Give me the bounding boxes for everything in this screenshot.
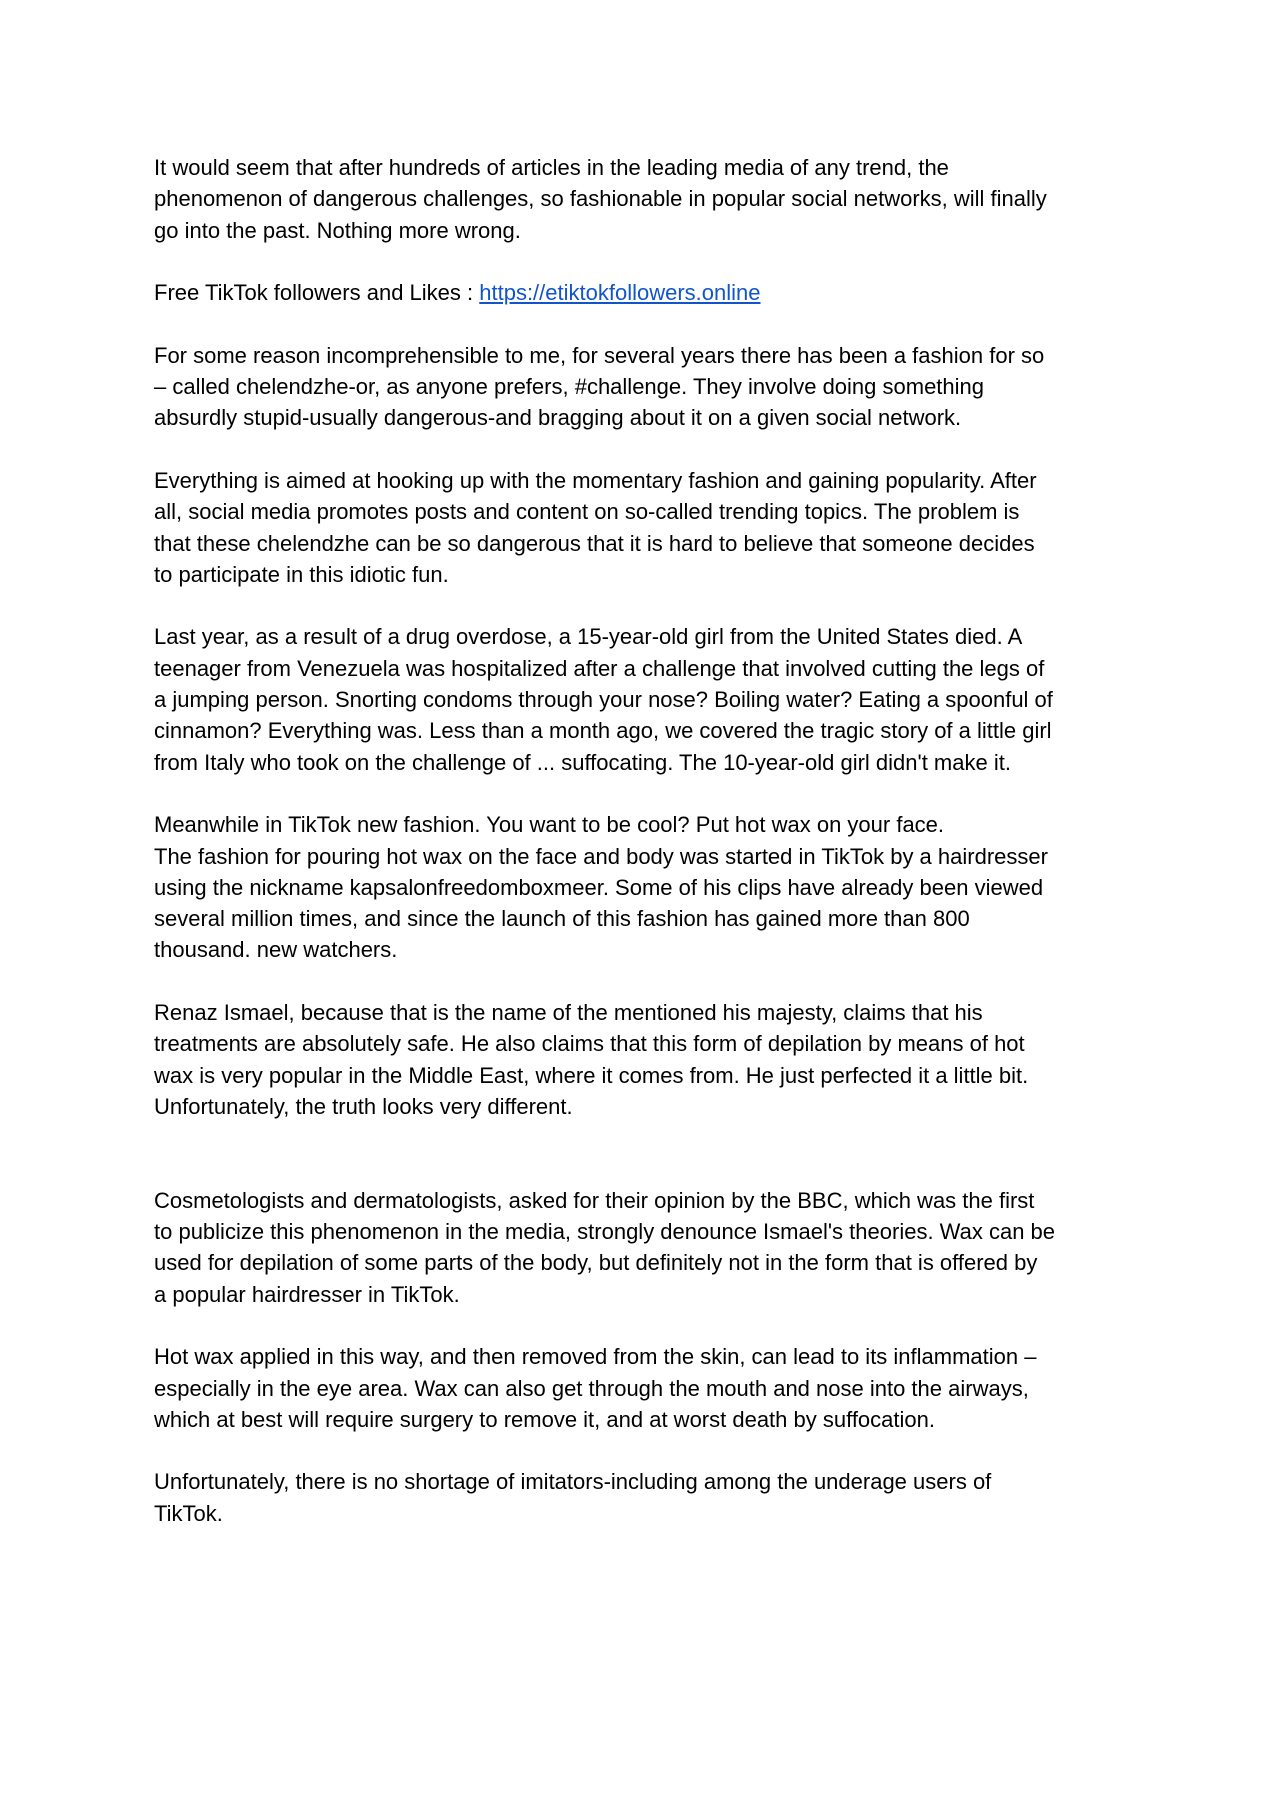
blank-line [154,966,1134,997]
blank-line [154,246,1134,277]
blank-line [154,308,1134,339]
link-prefix-text: Free TikTok followers and Likes : [154,280,480,306]
text-line: thousand. new watchers. [154,937,398,963]
text-line: from Italy who took on the challenge of ... suffocating. The 10-year-old girl didn't make it. [154,749,1011,775]
text-line: It would seem that after hundreds of articles in the leading media of any trend, the [154,155,949,180]
text-line: Meanwhile in TikTok new fashion. You want to be cool? Put hot wax on your face. [154,812,945,838]
text-line: which at best will require surgery to remove it, and at worst death by suffocation. [154,1406,935,1432]
text-line [154,277,1134,308]
text-line: teenager from Venezuela was hospitalized after a challenge that involved cutting the legs of [154,655,1045,681]
text-line: – called chelendzhe-or, as anyone prefers, #challenge. They involve doing something [154,374,985,400]
text-line: used for depilation of some parts of the body, but definitely not in the form that is offered by [154,1250,1038,1276]
text-line: phenomenon of dangerous challenges, so fashionable in popular social networks, will finally [154,186,1047,212]
text-line: go into the past. Nothing more wrong. [154,217,521,243]
text-line: Cosmetologists and dermatologists, asked for their opinion by the BBC, which was the first [154,1187,1035,1213]
blank-line [154,778,1134,809]
blank-line [154,1122,1134,1153]
text-line: using the nickname kapsalonfreedomboxmeer. Some of his clips have already been viewed [154,874,1044,900]
text-line: Everything is aimed at hooking up with the momentary fashion and gaining popularity. After [154,467,1037,493]
text-line: For some reason incomprehensible to me, for several years there has been a fashion for so [154,342,1045,368]
text-line: Unfortunately, the truth looks very different. [154,1093,573,1119]
text-line: Hot wax applied in this way, and then removed from the skin, can lead to its inflammation – [154,1344,1037,1370]
text-line: cinnamon? Everything was. Less than a month ago, we covered the tragic story of a little girl [154,718,1052,744]
paragraph-challenge-fashion [154,340,1134,434]
text-line: wax is very popular in the Middle East, where it comes from. He just perfected it a little bit. [154,1062,1029,1088]
text-line: treatments are absolutely safe. He also claims that this form of depilation by means of hot [154,1031,1025,1057]
text-line: to publicize this phenomenon in the media, strongly denounce Ismael's theories. Wax can be [154,1219,1056,1245]
text-line: Renaz Ismael, because that is the name of the mentioned his majesty, claims that his [154,1000,983,1026]
followers-link[interactable]: https://etiktokfollowers.online [479,280,761,306]
paragraph-risks [154,1341,1134,1435]
text-line: Unfortunately, there is no shortage of imitators-including among the underage users of [154,1469,992,1495]
paragraph-hot-wax [154,809,1134,965]
paragraph-experts [154,1185,1134,1310]
document-body [154,152,1134,1529]
paragraph-renaz-ismael [154,997,1134,1122]
blank-line [154,434,1134,465]
blank-line [154,1310,1134,1341]
text-line: absurdly stupid-usually dangerous-and bragging about it on a given social network. [154,405,962,431]
paragraph-incidents [154,621,1134,777]
text-line: a popular hairdresser in TikTok. [154,1281,460,1307]
text-line: The fashion for pouring hot wax on the face and body was started in TikTok by a hairdresser [154,843,1048,869]
text-line: Last year, as a result of a drug overdose, a 15-year-old girl from the United States died. A [154,624,1023,650]
text-line: a jumping person. Snorting condoms through your nose? Boiling water? Eating a spoonful of [154,687,1053,713]
text-line: to participate in this idiotic fun. [154,561,449,587]
blank-line [154,1435,1134,1466]
paragraph-link [154,277,1134,308]
blank-line [154,590,1134,621]
paragraph-intro [154,152,1134,246]
text-line: especially in the eye area. Wax can also get through the mouth and nose into the airways, [154,1375,1029,1401]
text-line: TikTok. [154,1500,223,1526]
paragraph-imitators [154,1466,1134,1529]
text-line: that these chelendzhe can be so dangerous that it is hard to believe that someone decides [154,530,1035,556]
text-line: several million times, and since the launch of this fashion has gained more than 800 [154,906,970,932]
text-line: all, social media promotes posts and content on so-called trending topics. The problem is [154,499,1020,525]
blank-line [154,1154,1134,1185]
paragraph-popularity [154,465,1134,590]
